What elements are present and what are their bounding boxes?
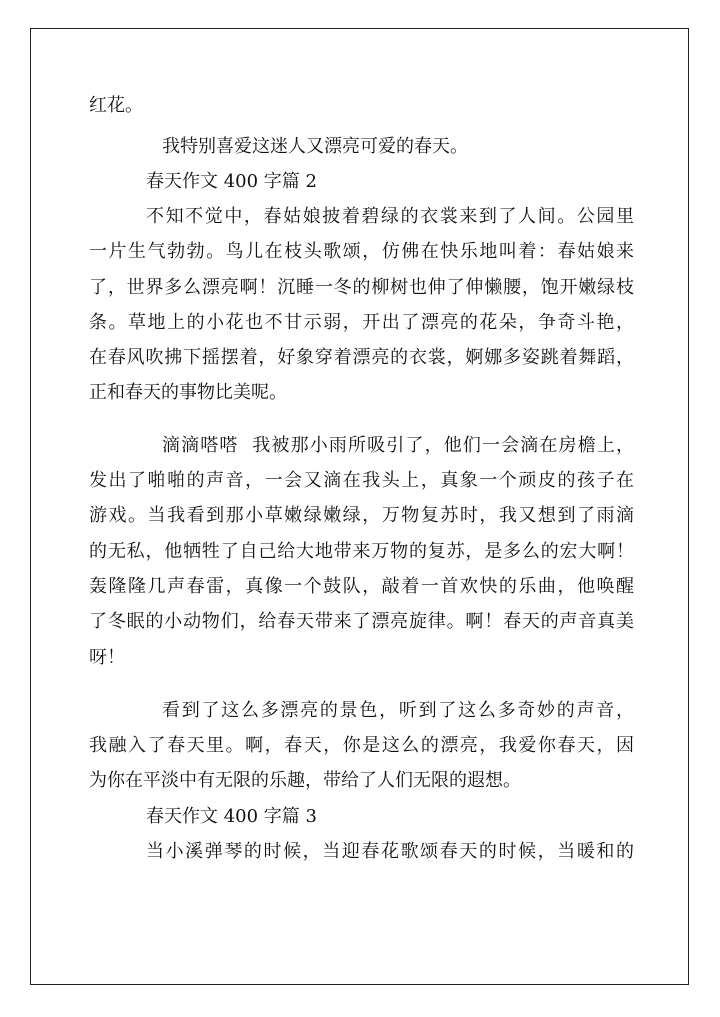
text-line: 滴滴嗒嗒 我被那小雨所吸引了，他们一会滴在房檐上， xyxy=(162,435,634,456)
text-line: 为你在平淡中有无限的乐趣，带给了人们无限的遐想。 xyxy=(89,770,521,791)
text-line: 正和春天的事物比美呢。 xyxy=(89,382,287,403)
text-line: 游戏。当我看到那小草嫩绿嫩绿，万物复苏时，我又想到了雨滴 xyxy=(89,505,634,526)
text-line: 发出了啪啪的声音，一会又滴在我头上，真象一个顽皮的孩子在 xyxy=(89,470,634,491)
section-heading: 春天作文 400 字篇 2 xyxy=(146,171,317,192)
text-line: 看到了这么多漂亮的景色，听到了这么多奇妙的声音， xyxy=(162,700,634,721)
text-line: 当小溪弹琴的时候，当迎春花歌颂春天的时候，当暖和的 xyxy=(146,841,634,862)
text-line: 轰隆隆几声春雷，真像一个鼓队，敲着一首欢快的乐曲，他唤醒 xyxy=(89,576,634,597)
text-line: 在春风吹拂下摇摆着，好象穿着漂亮的衣裳，婀娜多姿跳着舞蹈， xyxy=(89,347,634,368)
text-line: 条。草地上的小花也不甘示弱，开出了漂亮的花朵，争奇斗艳， xyxy=(89,312,634,333)
text-line: 了，世界多么漂亮啊！沉睡一冬的柳树也伸了伸懒腰，饱开嫩绿枝 xyxy=(89,277,634,298)
text-line: 的无私，他牺牲了自己给大地带来万物的复苏，是多么的宏大啊！ xyxy=(89,541,634,562)
text-line: 呀！ xyxy=(89,647,125,668)
text-line: 红花。 xyxy=(89,95,143,116)
text-line: 我特别喜爱这迷人又漂亮可爱的春天。 xyxy=(162,136,468,157)
text-line: 一片生气勃勃。鸟儿在枝头歌颂，仿佛在快乐地叫着：春姑娘来 xyxy=(89,241,634,262)
text-line: 我融入了春天里。啊，春天，你是这么的漂亮，我爱你春天，因 xyxy=(89,735,634,756)
section-heading: 春天作文 400 字篇 3 xyxy=(146,806,317,827)
text-line: 了冬眠的小动物们，给春天带来了漂亮旋律。啊！春天的声音真美 xyxy=(89,611,634,632)
text-line: 不知不觉中，春姑娘披着碧绿的衣裳来到了人间。公园里 xyxy=(146,206,634,227)
